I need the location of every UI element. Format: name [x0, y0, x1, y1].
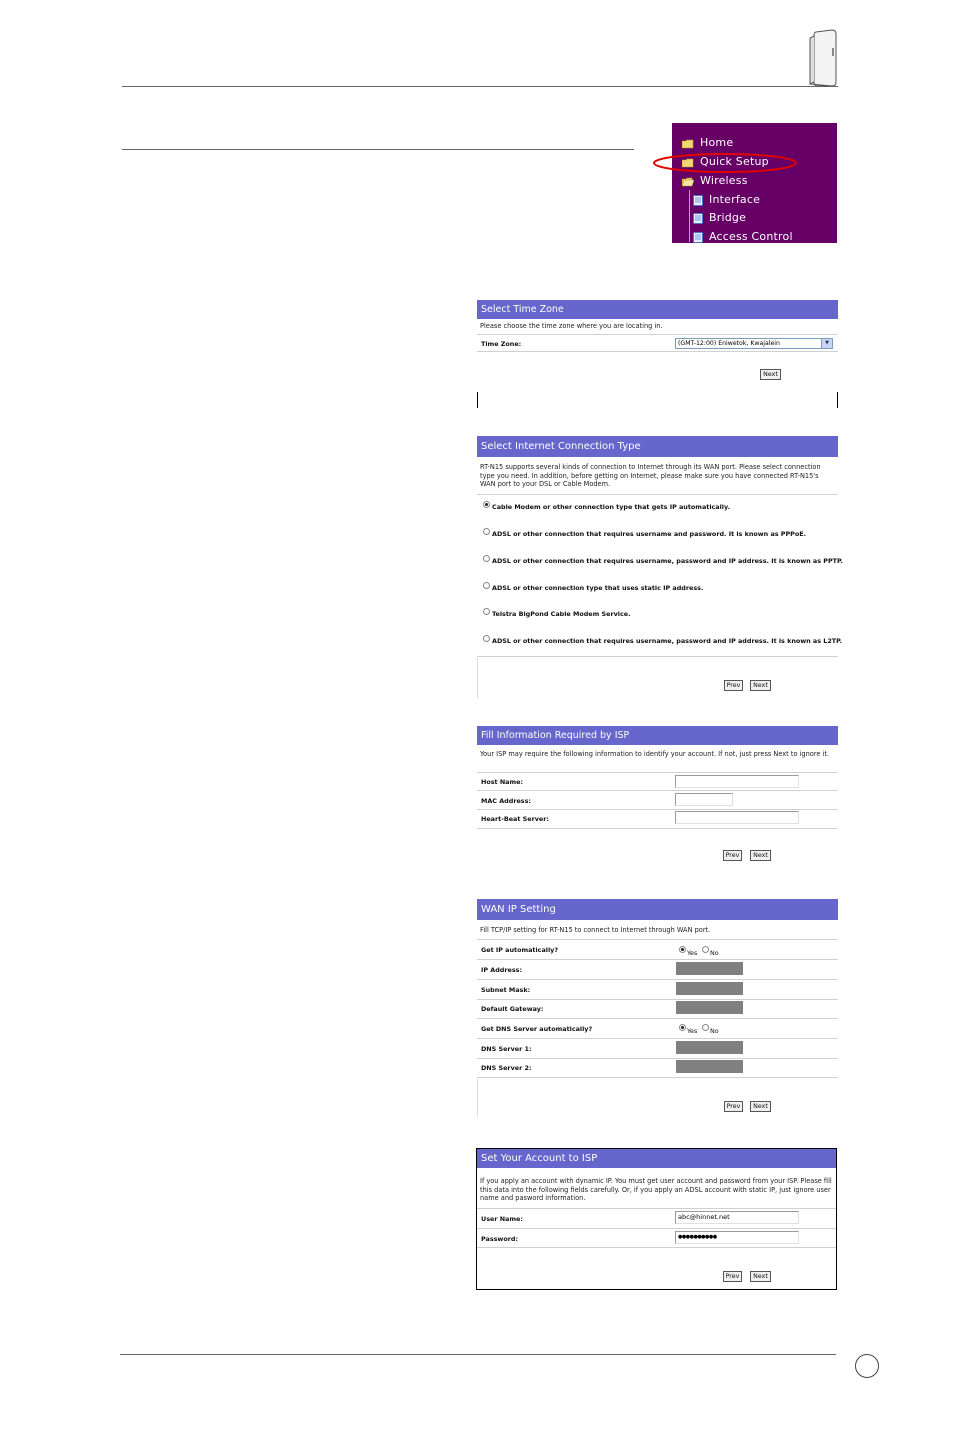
divider	[477, 1077, 838, 1078]
mac-address-input[interactable]	[675, 793, 733, 806]
heart-beat-server-label: Heart-Beat Server:	[481, 815, 549, 823]
user-name-input[interactable]: abc@hinnet.net	[675, 1211, 799, 1224]
nav-item-home[interactable]: Home	[682, 135, 733, 151]
divider	[477, 351, 838, 352]
get-ip-no-radio[interactable]	[702, 946, 709, 953]
panel-title: Select Internet Connection Type	[477, 436, 838, 457]
divider	[477, 772, 838, 773]
radio-option-3[interactable]	[483, 555, 490, 562]
panel-right-edge	[837, 392, 838, 408]
next-button[interactable]: Next	[750, 680, 771, 691]
radio-option-6[interactable]	[483, 635, 490, 642]
password-label: Password:	[481, 1235, 519, 1243]
dns-server-1-label: DNS Server 1:	[481, 1045, 532, 1053]
dns-server-2-label: DNS Server 2:	[481, 1064, 532, 1072]
page-number-circle	[855, 1354, 879, 1378]
divider	[477, 656, 838, 657]
option-label-2: ADSL or other connection that requires username and password. It is known as PPPoE.	[492, 530, 807, 538]
connection-type-panel	[477, 436, 843, 698]
get-ip-yes-radio[interactable]	[679, 946, 686, 953]
option-label-4: ADSL or other connection type that uses static IP address.	[492, 584, 704, 592]
divider	[477, 494, 838, 495]
nav-item-wireless[interactable]: Wireless	[682, 173, 748, 189]
section-rule	[122, 149, 634, 150]
divider	[477, 1038, 838, 1039]
ip-address-label: IP Address:	[481, 966, 523, 974]
router-icon	[808, 28, 838, 88]
divider	[477, 1228, 836, 1229]
panel-description: If you apply an account with dynamic IP. You must get user account and password from your ISP. Please fill this data into the following fields carefully. Or, if you apply an ADSL account with static IP, just ignore user name and pasword information.	[480, 1177, 832, 1202]
host-name-input[interactable]	[675, 775, 799, 788]
page-icon	[693, 232, 703, 243]
mac-address-label: MAC Address:	[481, 797, 531, 805]
next-button[interactable]: Next	[750, 1271, 771, 1282]
page-icon	[693, 213, 703, 224]
yes-label: Yes	[687, 1027, 698, 1035]
nav-tree-line	[689, 190, 690, 242]
nav-item-access-control[interactable]: Access Control	[693, 229, 793, 243]
host-name-label: Host Name:	[481, 778, 524, 786]
option-label-5: Telstra BigPond Cable Modem Service.	[492, 610, 631, 618]
get-dns-auto-label: Get DNS Server automatically?	[481, 1025, 593, 1033]
radio-option-4[interactable]	[483, 582, 490, 589]
footer-rule	[120, 1354, 836, 1355]
header-rule	[122, 86, 838, 87]
no-label: No	[710, 1027, 719, 1035]
timezone-panel	[477, 300, 838, 408]
get-ip-auto-label: Get IP automatically?	[481, 946, 559, 954]
default-gateway-label: Default Gateway:	[481, 1005, 544, 1013]
prev-button[interactable]: Prev	[724, 1101, 743, 1112]
timezone-select[interactable]: (GMT-12:00) Eniwetok, Kwajalein ▼	[675, 338, 833, 349]
panel-left-edge	[477, 658, 478, 698]
divider	[477, 334, 838, 335]
default-gateway-input[interactable]	[676, 1001, 743, 1014]
panel-left-edge	[477, 392, 478, 408]
no-label: No	[710, 949, 719, 957]
nav-item-bridge[interactable]: Bridge	[693, 210, 746, 226]
radio-option-5[interactable]	[483, 608, 490, 615]
timezone-label: Time Zone:	[481, 340, 522, 348]
divider	[477, 790, 838, 791]
option-label-6: ADSL or other connection that requires username, password and IP address. It is known as L2TP.	[492, 637, 843, 645]
get-dns-yes-radio[interactable]	[679, 1024, 686, 1031]
divider	[477, 1247, 836, 1248]
next-button[interactable]: Next	[760, 369, 781, 380]
divider	[477, 939, 838, 940]
divider	[477, 959, 838, 960]
nav-item-quick-setup[interactable]: Quick Setup	[682, 154, 769, 170]
ip-address-input[interactable]	[676, 962, 743, 975]
subnet-mask-label: Subnet Mask:	[481, 986, 531, 994]
panel-description: Your ISP may require the following information to identify your account. If not, just press Next to ignore it.	[480, 750, 830, 758]
panel-title: Set Your Account to ISP	[477, 1149, 836, 1168]
prev-button[interactable]: Prev	[723, 850, 742, 861]
next-button[interactable]: Next	[750, 850, 771, 861]
option-label-1: Cable Modem or other connection type that gets IP automatically.	[492, 503, 730, 511]
yes-label: Yes	[687, 949, 698, 957]
divider	[477, 809, 838, 810]
page-icon	[693, 195, 703, 206]
isp-info-panel	[477, 726, 838, 866]
chevron-down-icon: ▼	[821, 339, 832, 348]
highlight-ellipse	[652, 152, 798, 174]
next-button[interactable]: Next	[750, 1101, 771, 1112]
user-name-label: User Name:	[481, 1215, 523, 1223]
panel-description: Please choose the time zone where you are locating in.	[480, 322, 663, 330]
wan-ip-panel	[477, 899, 838, 1117]
nav-menu	[672, 123, 837, 243]
panel-description: Fill TCP/IP setting for RT-N15 to connect to Internet through WAN port.	[480, 926, 711, 934]
prev-button[interactable]: Prev	[723, 1271, 742, 1282]
account-panel	[476, 1148, 837, 1290]
nav-item-interface[interactable]: Interface	[693, 192, 760, 208]
panel-left-edge	[477, 1079, 478, 1117]
panel-title: Fill Information Required by ISP	[477, 726, 838, 745]
subnet-mask-input[interactable]	[676, 982, 743, 995]
divider	[477, 828, 838, 829]
divider	[477, 1208, 836, 1209]
panel-title: Select Time Zone	[477, 300, 838, 319]
option-label-3: ADSL or other connection that requires username, password and IP address. It is known as PPTP.	[492, 557, 843, 565]
dns-server-1-input[interactable]	[676, 1041, 743, 1054]
dns-server-2-input[interactable]	[676, 1060, 743, 1073]
get-dns-no-radio[interactable]	[702, 1024, 709, 1031]
divider	[477, 979, 838, 980]
radio-option-1[interactable]	[483, 501, 490, 508]
radio-option-2[interactable]	[483, 528, 490, 535]
divider	[477, 1018, 838, 1019]
panel-title: WAN IP Setting	[477, 899, 838, 920]
divider	[477, 1058, 838, 1059]
open-folder-icon	[682, 177, 694, 187]
password-input[interactable]: ●●●●●●●●●●	[675, 1231, 799, 1244]
heart-beat-server-input[interactable]	[675, 811, 799, 824]
folder-icon	[682, 139, 694, 149]
prev-button[interactable]: Prev	[724, 680, 743, 691]
divider	[477, 999, 838, 1000]
panel-description: RT-N15 supports several kinds of connection to Internet through its WAN port. Please select connection type you need. In addition, before getting on Internet, please make sure you have connected RT-N15's WAN port to your DSL or Cable Modem.	[480, 463, 821, 488]
